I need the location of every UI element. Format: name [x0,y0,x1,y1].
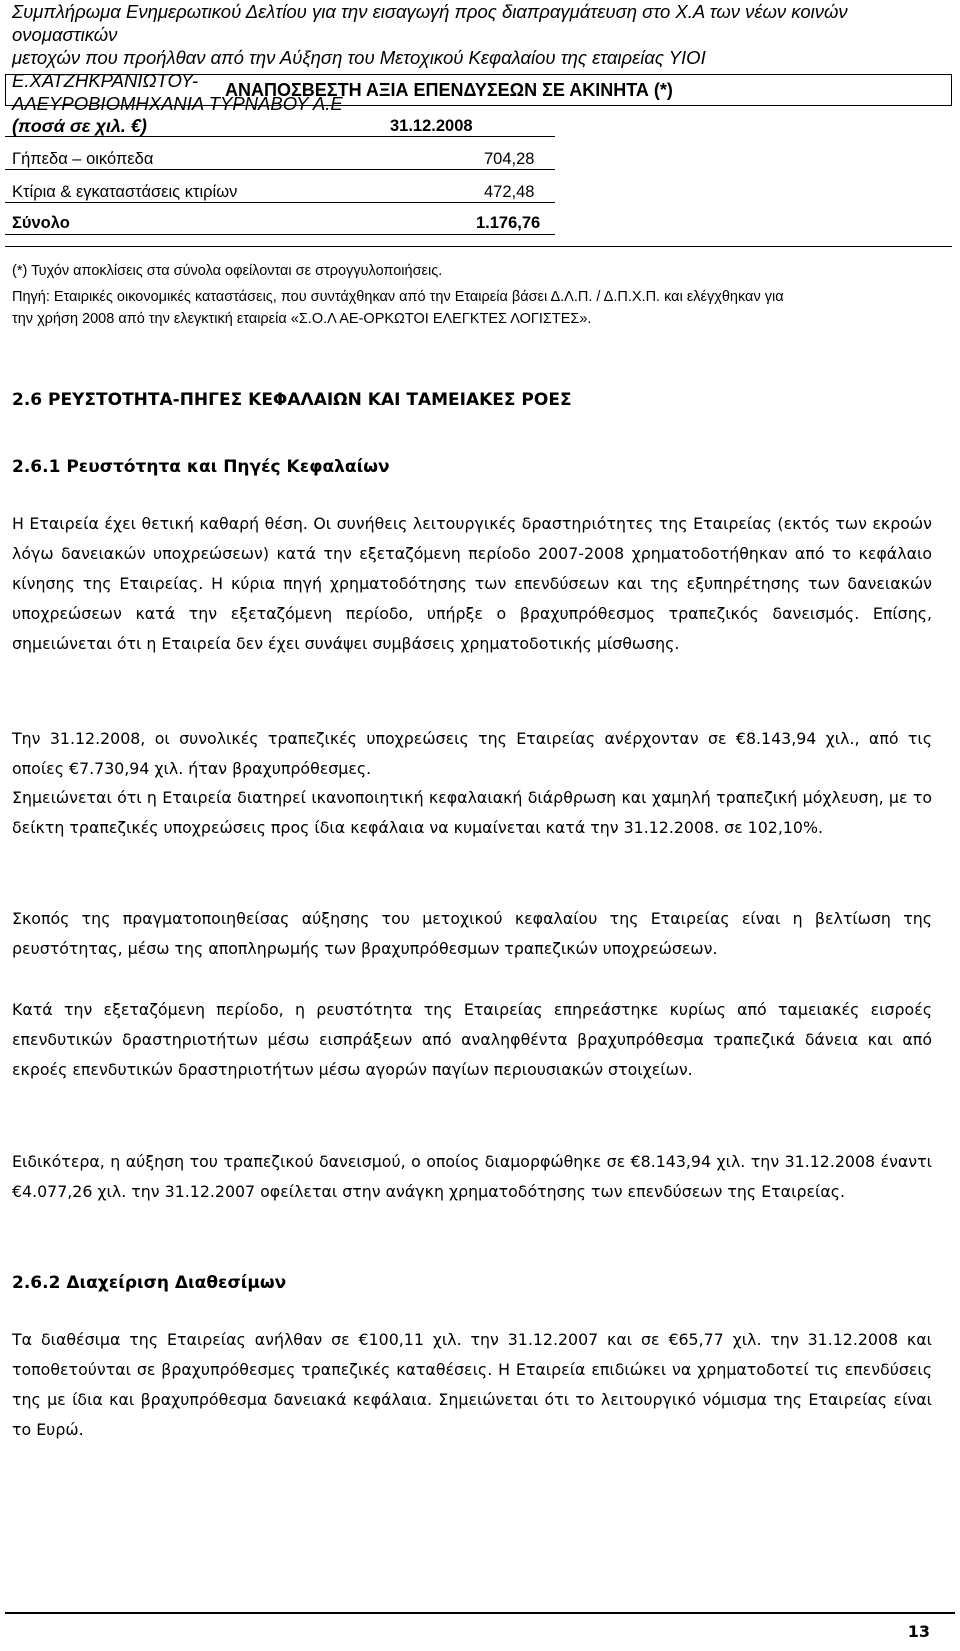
source-note-line-2: την χρήση 2008 από την ελεγκτική εταιρεία «Σ.Ο.Λ ΑΕ-ΟΡΚΩΤΟΙ ΕΛΕΓΚΤΕΣ ΛΟΓΙΣΤΕΣ». [12,311,592,327]
source-note-line-1: Πηγή: Εταιρικές οικονομικές καταστάσεις, που συντάχθηκαν από την Εταιρεία βάσει Δ.Λ.Π. / Δ.Π.Χ.Π. και ελέγχθηκαν για [12,289,784,305]
paragraph-bank-liabilities: Την 31.12.2008, οι συνολικές τραπεζικές υποχρεώσεις της Εταιρείας ανέρχονταν σε €8.143,94 χιλ., από τις οποίες €7.730,94 χιλ. ήταν βραχυπρόθεσμες. [12,729,932,778]
paragraph-positive-equity: Η Εταιρεία έχει θετική καθαρή θέση. Οι συνήθεις λειτουργικές δραστηριότητες της Εταιρείας (εκτός των εκροών λόγω δανειακών υποχρεώσεων) κατά την εξεταζόμενη περίοδο 2007-2008 χρηματοδοτήθηκαν από το κεφάλαιο κίνησης της Εταιρείας. Η κύρια πηγή χρηματοδότησης των επενδύσεων και της εξυπηρέτησης των δανειακών υποχρεώσεων κατά την εξεταζόμενη περίοδο, υπήρξε ο βραχυπρόθεσμος τραπεζικός δανεισμός. Επίσης, σημειώνεται ότι η Εταιρεία δεν έχει συνάψει συμβάσεις χρηματοδοτικής μίσθωσης. [12,514,932,653]
section-heading-2-6-1: 2.6.1 Ρευστότητα και Πηγές Κεφαλαίων [12,457,390,477]
rounding-note: (*) Τυχόν αποκλίσεις στα σύνολα οφείλονται σε στρογγυλοποιήσεις. [12,263,443,279]
paragraph-capital-structure: Σημειώνεται ότι η Εταιρεία διατηρεί ικανοποιητική κεφαλαιακή διάρθρωση και χαμηλή τραπεζική μόχλευση, με το δείκτη τραπεζικές υποχρεώσεις προς ίδια κεφάλαια να κυμαίνεται κατά την 31.12.2008. σε 102,10%. [12,788,932,837]
table-row-value: 472,48 [484,183,535,201]
table-date-header: 31.12.2008 [390,117,473,135]
table-row-label: Γήπεδα – οικόπεδα [12,150,154,168]
section-heading-2-6-2: 2.6.2 Διαχείριση Διαθεσίμων [12,1273,287,1293]
table-row-label: Κτίρια & εγκαταστάσεις κτιρίων [12,183,238,201]
header-line-1: Συμπλήρωμα Ενημερωτικού Δελτίου για την εισαγωγή προς διαπραγμάτευση στο Χ.Α των νέων κοινών ονομαστικών [12,1,848,45]
table-total-value: 1.176,76 [476,214,541,232]
header-line-2: μετοχών που προήλθαν από την Αύξηση του Μετοχικού Κεφαλαίου της εταιρείας ΥΙΟΙ Ε.ΧΑΤΖΗΚΡΑΝΙΩΤΟΥ- [12,47,706,91]
section-heading-2-6: 2.6 ΡΕΥΣΤΟΤΗΤΑ-ΠΗΓΕΣ ΚΕΦΑΛΑΙΩΝ ΚΑΙ ΤΑΜΕΙΑΚΕΣ ΡΟΕΣ [12,390,572,410]
paragraph-bank-borrowing: Ειδικότερα, η αύξηση του τραπεζικού δανεισμού, ο οποίος διαμορφώθηκε σε €8.143,94 χιλ. την 31.12.2008 έναντι €4.077,26 χιλ. την 31.12.2007 οφείλεται στην ανάγκη χρηματοδότησης των επενδύσεων της Εταιρείας. [12,1152,932,1201]
page-number: 13 [907,1622,930,1641]
paragraph-liquidity-impact: Κατά την εξεταζόμενη περίοδο, η ρευστότητα της Εταιρείας επηρεάστηκε κυρίως από ταμειακές εισροές επενδυτικών δραστηριοτήτων μέσω εισπράξεων από αναληφθέντα βραχυπρόθεσμα τραπεζικά δάνεια και από εκροές επενδυτικών δραστηριοτήτων μέσω αγορών παγίων περιουσιακών στοιχείων. [12,1000,932,1079]
paragraph-capital-increase-purpose: Σκοπός της πραγματοποιηθείσας αύξησης του μετοχικού κεφαλαίου της Εταιρείας είναι η βελτίωση της ρευστότητας, μέσω της αποπληρωμής των βραχυπρόθεσμων τραπεζικών υποχρεώσεων. [12,909,932,958]
footer-divider [5,1612,955,1614]
table-title: ΑΝΑΠΟΣΒΕΣΤΗ ΑΞΙΑ ΕΠΕΝΔΥΣΕΩΝ ΣΕ ΑΚΙΝΗΤΑ (*) [225,80,673,100]
table-unit-label: (ποσά σε χιλ. €) [12,116,147,136]
header-line-3: ΑΛΕΥΡΟΒΙΟΜΗΧΑΝΙΑ ΤΥΡΝΑΒΟΥ Α.Ε [12,93,343,114]
table-total-label: Σύνολο [12,214,70,232]
paragraph-cash-management: Τα διαθέσιμα της Εταιρείας ανήλθαν σε €100,11 χιλ. την 31.12.2007 και σε €65,77 χιλ. την 31.12.2008 και τοποθετούνται σε βραχυπρόθεσμες τραπεζικές καταθέσεις. Η Εταιρεία επιδιώκει να χρηματοδοτεί τις επενδύσεις της με ίδια και βραχυπρόθεσμα δανειακά κεφάλαια. Σημειώνεται ότι το λειτουργικό νόμισμα της Εταιρείας είναι το Ευρώ. [12,1330,932,1439]
table-row-value: 704,28 [484,150,535,168]
